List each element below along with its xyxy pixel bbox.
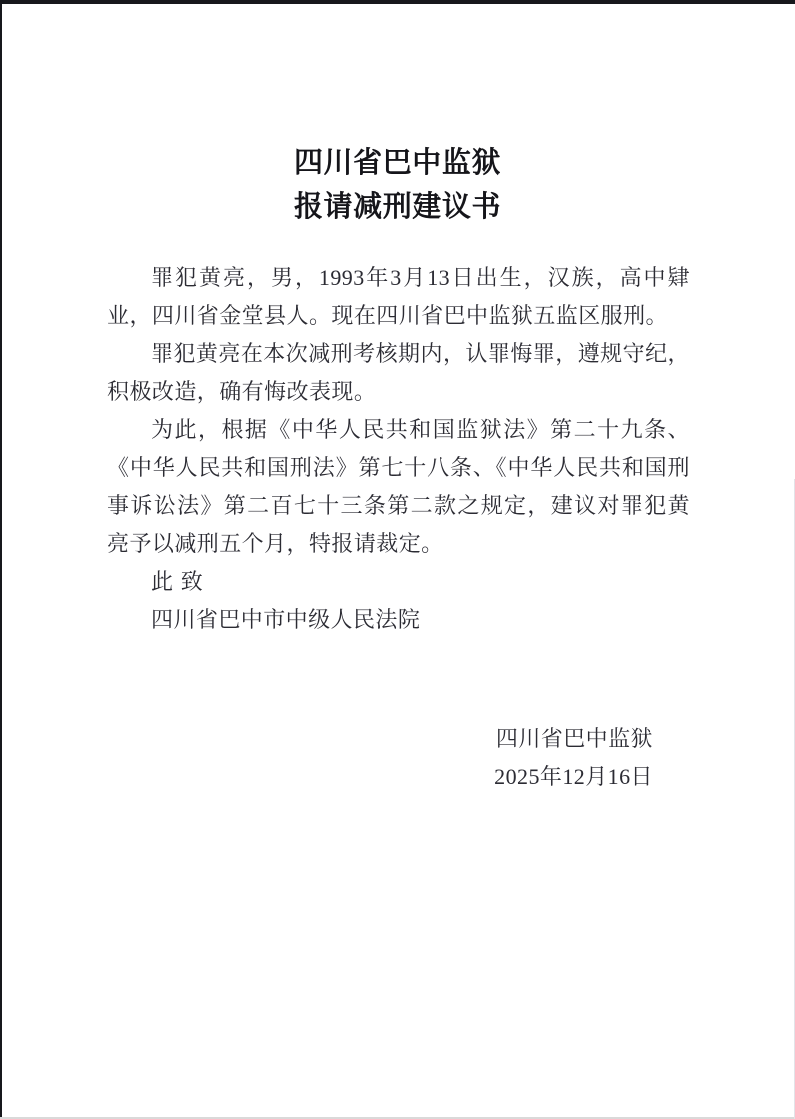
- recipient-court: 四川省巴中市中级人民法院: [151, 607, 421, 632]
- paragraph-assessment: 罪犯黄亮在本次减刑考核期内，认罪悔罪，遵规守纪，积极改造，确有悔改表现。: [107, 341, 690, 404]
- document-body: [107, 259, 690, 639]
- paragraph-legal-basis: 为此，根据《中华人民共和国监狱法》第二十九条、《中华人民共和国刑法》第七十八条、《中华人民共和国刑事诉讼法》第二百七十三条第二款之规定，建议对罪犯黄亮予以减刑五个月，特报请裁定。: [107, 417, 690, 556]
- document-title: [0, 141, 795, 229]
- title-line-issuer: 四川省巴中监狱: [293, 147, 502, 179]
- title-line-doc-type: 报请减刑建议书: [293, 191, 502, 223]
- signature-date: 2025年12月16日: [494, 764, 653, 789]
- signature-issuer: 四川省巴中监狱: [495, 726, 653, 751]
- salutation: 此致: [151, 569, 211, 594]
- scan-artifact-top-edge: [0, 0, 795, 4]
- signature-block: [494, 720, 653, 796]
- paragraph-offender-info: 罪犯黄亮，男，1993年3月13日出生，汉族，高中肄业，四川省金堂县人。现在四川省巴中监狱五监区服刑。: [107, 265, 690, 328]
